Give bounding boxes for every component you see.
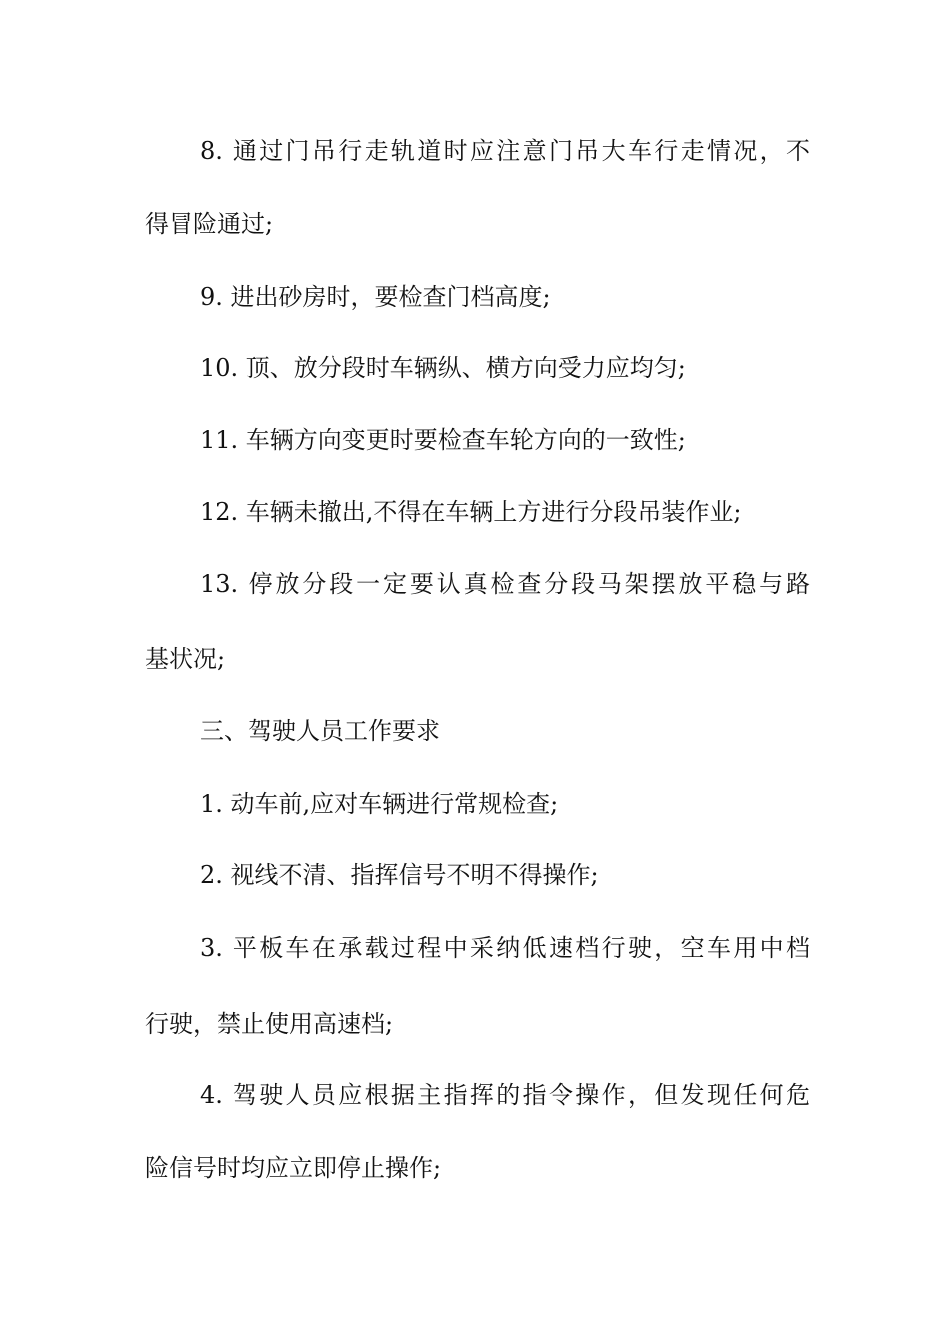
text-line-10: 1. 动车前,应对车辆进行常规检查; — [200, 790, 559, 818]
text-line-3: 9. 进出砂房时，要检查门档高度; — [200, 283, 551, 311]
text-line-6: 12. 车辆未撤出,不得在车辆上方进行分段吊装作业; — [200, 498, 742, 526]
text-line-2: 得冒险通过; — [145, 210, 274, 238]
text-line-13: 行驶，禁止使用高速档; — [145, 1010, 394, 1038]
text-line-7: 13. 停放分段一定要认真检查分段马架摆放平稳与路 — [200, 570, 810, 598]
text-line-8: 基状况; — [145, 645, 226, 673]
text-line-14: 4. 驾驶人员应根据主指挥的指令操作，但发现任何危 — [200, 1081, 810, 1109]
text-line-5: 11. 车辆方向变更时要检查车轮方向的一致性; — [200, 426, 686, 454]
text-line-4: 10. 顶、放分段时车辆纵、横方向受力应均匀; — [200, 354, 686, 382]
text-line-15: 险信号时均应立即停止操作; — [145, 1154, 442, 1182]
section-heading: 三、驾驶人员工作要求 — [200, 717, 440, 745]
text-line-11: 2. 视线不清、指挥信号不明不得操作; — [200, 861, 599, 889]
text-line-1: 8. 通过门吊行走轨道时应注意门吊大车行走情况，不 — [200, 137, 810, 165]
text-line-12: 3. 平板车在承载过程中采纳低速档行驶，空车用中档 — [200, 934, 810, 962]
